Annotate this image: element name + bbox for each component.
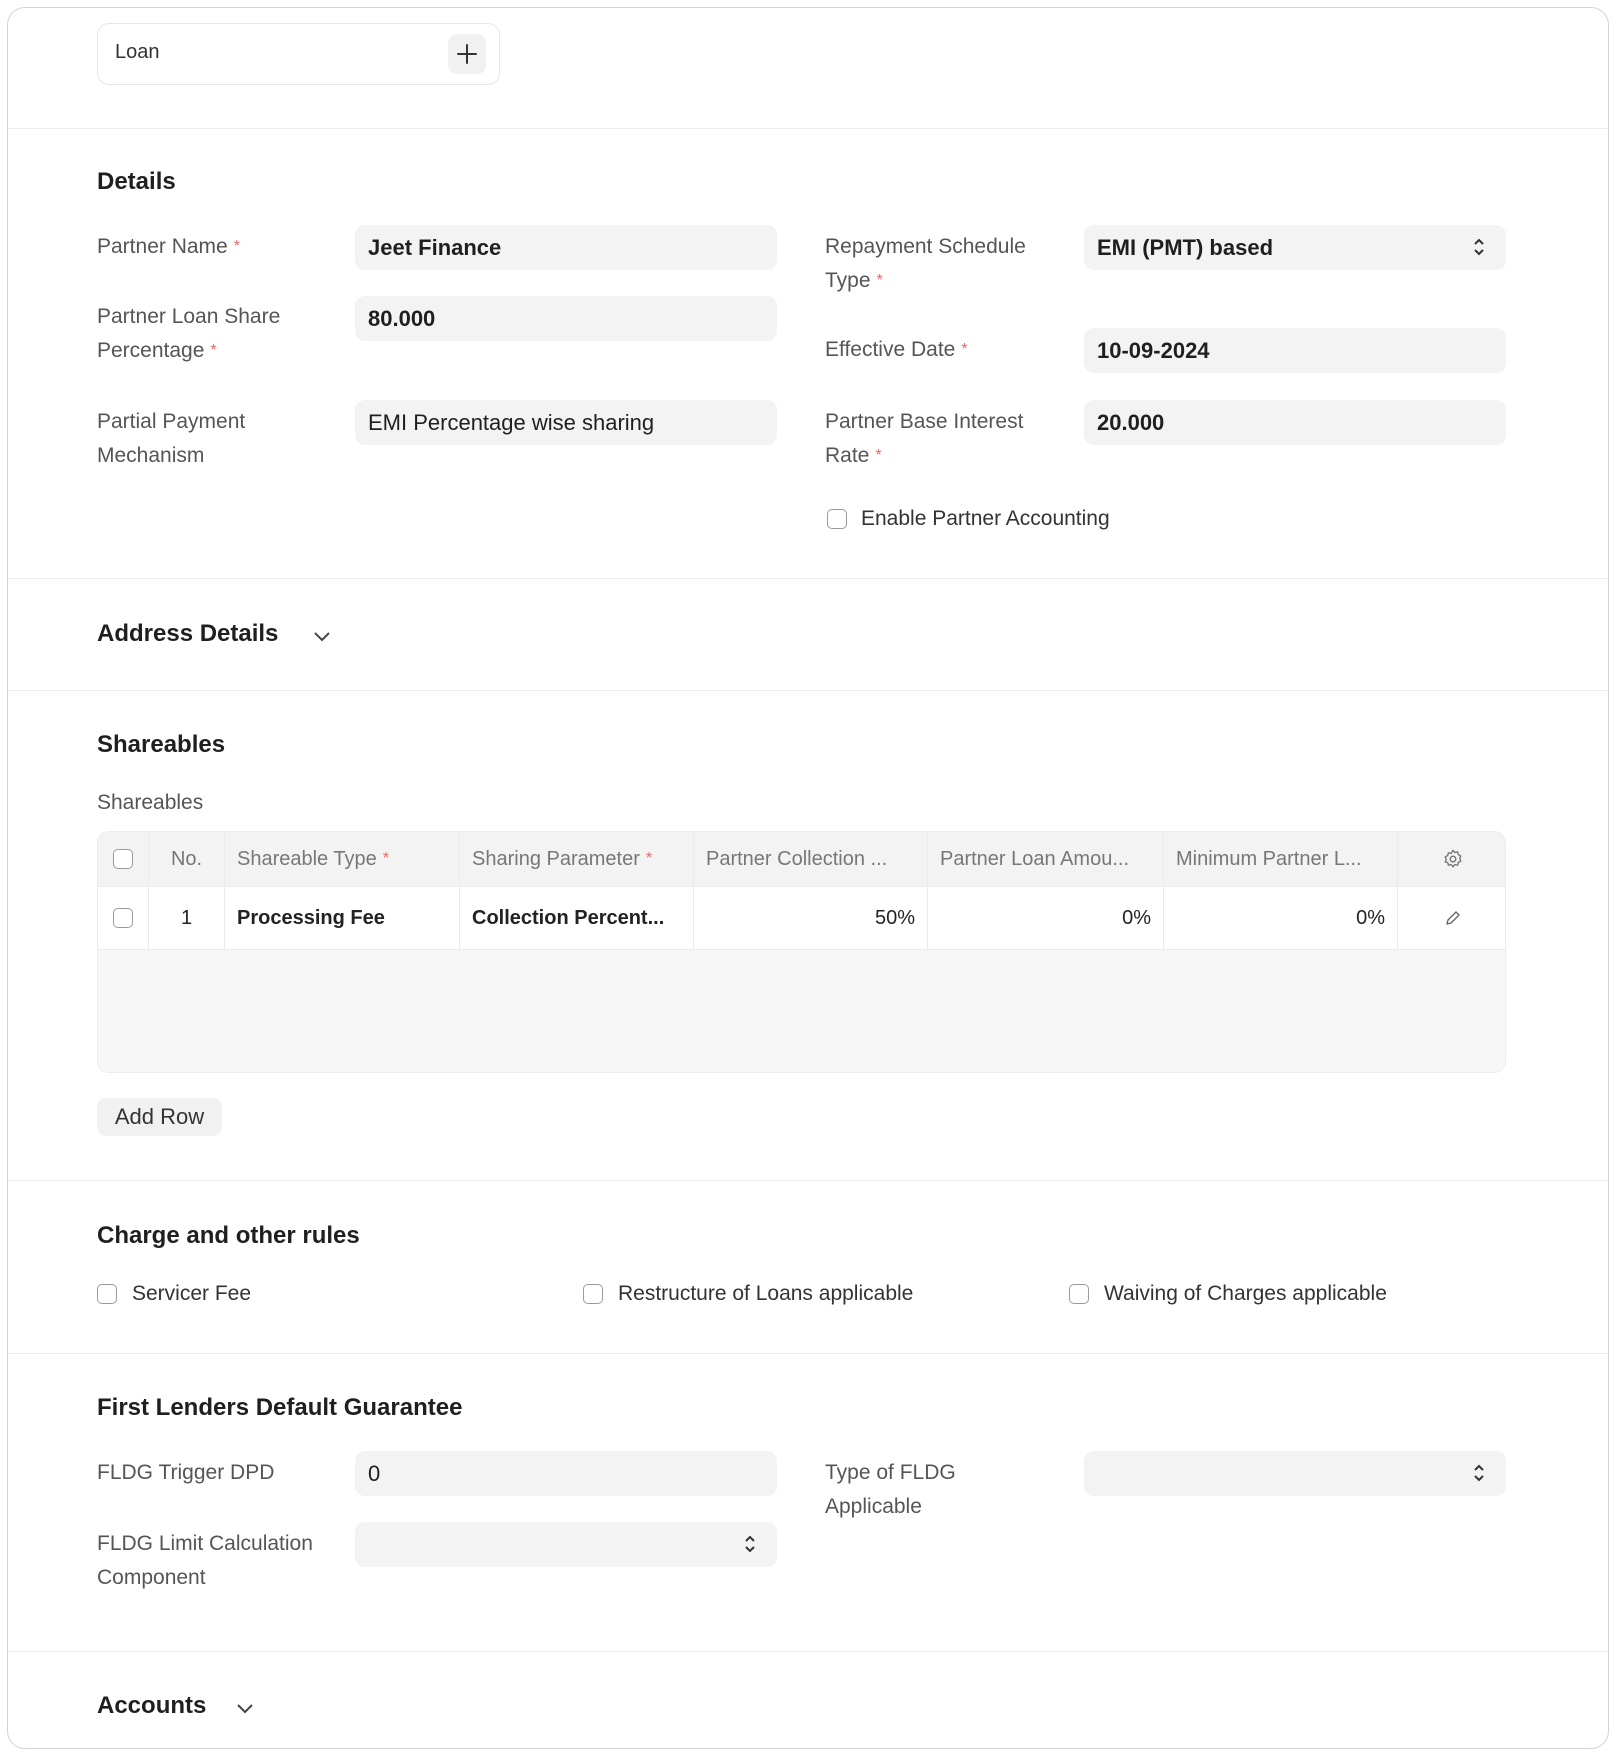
header-cell-partner-collection: Partner Collection ... (694, 832, 928, 886)
fldg-type-label: Type of FLDG Applicable (825, 1461, 956, 1518)
edit-row-cell (1398, 887, 1506, 949)
partial-payment-input[interactable]: EMI Percentage wise sharing (355, 400, 777, 445)
pencil-icon[interactable] (1443, 908, 1463, 928)
loan-label: Loan (115, 41, 160, 63)
chevron-down-icon[interactable] (235, 1702, 255, 1714)
add-loan-button[interactable] (448, 34, 486, 74)
divider (8, 578, 1608, 579)
base-rate-label: Partner Base Interest Rate * (825, 410, 1024, 467)
effective-date-input[interactable]: 10-09-2024 (1084, 328, 1506, 373)
enable-accounting-label: Enable Partner Accounting (861, 507, 1110, 530)
shareables-heading: Shareables (97, 731, 226, 758)
plus-icon (448, 34, 486, 74)
cell-partner-collection[interactable]: 50% (694, 887, 928, 949)
fldg-limit-component-select[interactable] (355, 1522, 777, 1567)
waiving-checkbox[interactable] (1069, 1284, 1089, 1304)
select-all-checkbox[interactable] (113, 849, 133, 869)
address-details-heading[interactable]: Address Details (97, 620, 279, 647)
divider (8, 1651, 1608, 1652)
gear-icon[interactable] (1442, 848, 1464, 870)
servicer-fee-checkbox[interactable] (97, 1284, 117, 1304)
shareables-table-label: Shareables (97, 791, 204, 814)
header-cell-no: No. (149, 832, 225, 886)
cell-shareable-type[interactable]: Processing Fee (225, 887, 460, 949)
fldg-trigger-dpd-label: FLDG Trigger DPD (97, 1461, 275, 1484)
servicer-fee-label: Servicer Fee (132, 1282, 252, 1305)
select-arrows-icon (1472, 235, 1486, 259)
header-cell-select (98, 832, 149, 886)
cell-minimum-partner[interactable]: 0% (1164, 887, 1398, 949)
divider (8, 1180, 1608, 1181)
header-cell-shareable-type: Shareable Type * (225, 832, 460, 886)
share-percentage-label: Partner Loan Share Percentage * (97, 305, 281, 362)
cell-partner-loan-amount[interactable]: 0% (928, 887, 1164, 949)
shareables-table (97, 831, 1506, 1073)
details-heading: Details (97, 168, 176, 195)
fldg-limit-component-label: FLDG Limit Calculation Component (97, 1532, 313, 1589)
fldg-heading: First Lenders Default Guarantee (97, 1394, 463, 1421)
header-cell-partner-loan-amount: Partner Loan Amou... (928, 832, 1164, 886)
divider (8, 690, 1608, 691)
divider (8, 128, 1608, 129)
row-checkbox[interactable] (113, 908, 133, 928)
table-row[interactable] (98, 886, 1506, 950)
effective-date-label: Effective Date * (825, 338, 968, 361)
select-arrows-icon (1472, 1461, 1486, 1485)
partner-name-input[interactable]: Jeet Finance (355, 225, 777, 270)
restructure-checkbox[interactable] (583, 1284, 603, 1304)
add-row-button[interactable]: Add Row (97, 1098, 222, 1136)
loan-connection-card[interactable] (97, 23, 500, 85)
repayment-type-label: Repayment Schedule Type * (825, 235, 1026, 292)
divider (8, 1353, 1608, 1354)
accounts-heading[interactable]: Accounts (97, 1692, 207, 1719)
header-cell-sharing-parameter: Sharing Parameter * (460, 832, 694, 886)
base-rate-input[interactable]: 20.000 (1084, 400, 1506, 445)
fldg-type-select[interactable] (1084, 1451, 1506, 1496)
partial-payment-label: Partial Payment Mechanism (97, 410, 246, 467)
fldg-trigger-dpd-input[interactable]: 0 (355, 1451, 777, 1496)
partner-name-label: Partner Name * (97, 235, 240, 258)
cell-sharing-parameter[interactable]: Collection Percent... (460, 887, 694, 949)
charge-rules-heading: Charge and other rules (97, 1222, 360, 1249)
cell-no: 1 (149, 887, 225, 949)
restructure-label: Restructure of Loans applicable (618, 1282, 914, 1305)
header-cell-settings (1398, 832, 1506, 886)
header-cell-minimum-partner: Minimum Partner L... (1164, 832, 1398, 886)
repayment-type-select[interactable]: EMI (PMT) based (1084, 225, 1506, 270)
chevron-down-icon[interactable] (312, 630, 332, 642)
row-select-cell (98, 887, 149, 949)
share-percentage-input[interactable]: 80.000 (355, 296, 777, 341)
table-header (98, 832, 1506, 886)
enable-accounting-checkbox[interactable] (827, 509, 847, 529)
select-arrows-icon (743, 1532, 757, 1556)
waiving-label: Waiving of Charges applicable (1104, 1282, 1387, 1305)
